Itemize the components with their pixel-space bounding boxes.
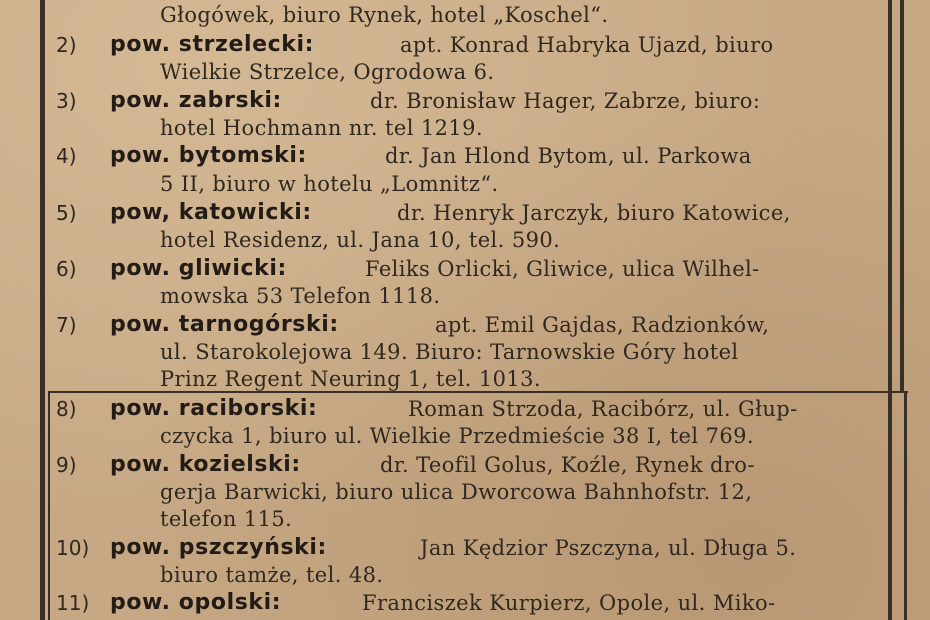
district-name: pow. pszczyński: — [110, 535, 327, 560]
item-text: Feliks Orlicki, Gliwice, ulica Wilhel- — [365, 257, 760, 281]
item-number: 11) — [56, 591, 90, 615]
item-text: gerja Barwicki, biuro ulica Dworcowa Bahnhofstr. 12, — [160, 480, 753, 504]
item-text: hotel Residenz, ul. Jana 10, tel. 590. — [160, 228, 561, 252]
district-name: pow. gliwicki: — [110, 256, 287, 281]
item-text: Franciszek Kurpierz, Opole, ul. Miko- — [362, 591, 776, 615]
item-text: dr. Bronisław Hager, Zabrze, biuro: — [370, 89, 761, 113]
item-text: telefon 115. — [160, 507, 293, 531]
item-text: czycka 1, biuro ul. Wielkie Przedmieście 38 I, tel 769. — [160, 424, 754, 448]
item-text: dr. Henryk Jarczyk, biuro Katowice, — [397, 201, 791, 225]
item-number: 3) — [56, 89, 77, 113]
item-number: 8) — [56, 397, 77, 421]
item-text: dr. Teofil Golus, Koźle, Rynek dro- — [380, 453, 755, 477]
item-text: biuro tamże, tel. 48. — [160, 563, 384, 587]
item-text: 5 II, biuro w hotelu „Lomnitz“. — [160, 172, 499, 196]
item-text: Jan Kędzior Pszczyna, ul. Długa 5. — [420, 536, 797, 560]
item-text: apt. Emil Gajdas, Radzionków, — [435, 313, 770, 337]
item-text: apt. Konrad Habryka Ujazd, biuro — [400, 33, 774, 57]
item-text: hotel Hochmann nr. tel 1219. — [160, 116, 484, 140]
district-name: pow, katowicki: — [110, 200, 312, 225]
district-name: pow. tarnogórski: — [110, 312, 339, 337]
district-name: pow. raciborski: — [110, 396, 318, 421]
district-name: pow. opolski: — [110, 590, 282, 615]
item-text: Prinz Regent Neuring 1, tel. 1013. — [160, 367, 541, 391]
list-item-continuation: Głogówek, biuro Rynek, hotel „Koschel“. — [160, 3, 609, 27]
item-text: dr. Jan Hlond Bytom, ul. Parkowa — [385, 144, 752, 168]
item-number: 5) — [56, 201, 77, 225]
item-number: 6) — [56, 257, 77, 281]
item-text: ul. Starokolejowa 149. Biuro: Tarnowskie Góry hotel — [160, 340, 739, 364]
district-name: pow. zabrski: — [110, 88, 282, 113]
item-text: Wielkie Strzelce, Ogrodowa 6. — [160, 60, 495, 84]
item-number: 4) — [56, 144, 77, 168]
item-text: Roman Strzoda, Racibórz, ul. Głup- — [408, 397, 798, 421]
item-number: 2) — [56, 33, 77, 57]
item-number: 9) — [56, 453, 77, 477]
district-name: pow. kozielski: — [110, 452, 301, 477]
district-name: pow. strzelecki: — [110, 32, 315, 57]
district-name: pow. bytomski: — [110, 143, 307, 168]
item-text: mowska 53 Telefon 1118. — [160, 284, 441, 308]
item-number: 7) — [56, 313, 77, 337]
item-number: 10) — [56, 536, 90, 560]
